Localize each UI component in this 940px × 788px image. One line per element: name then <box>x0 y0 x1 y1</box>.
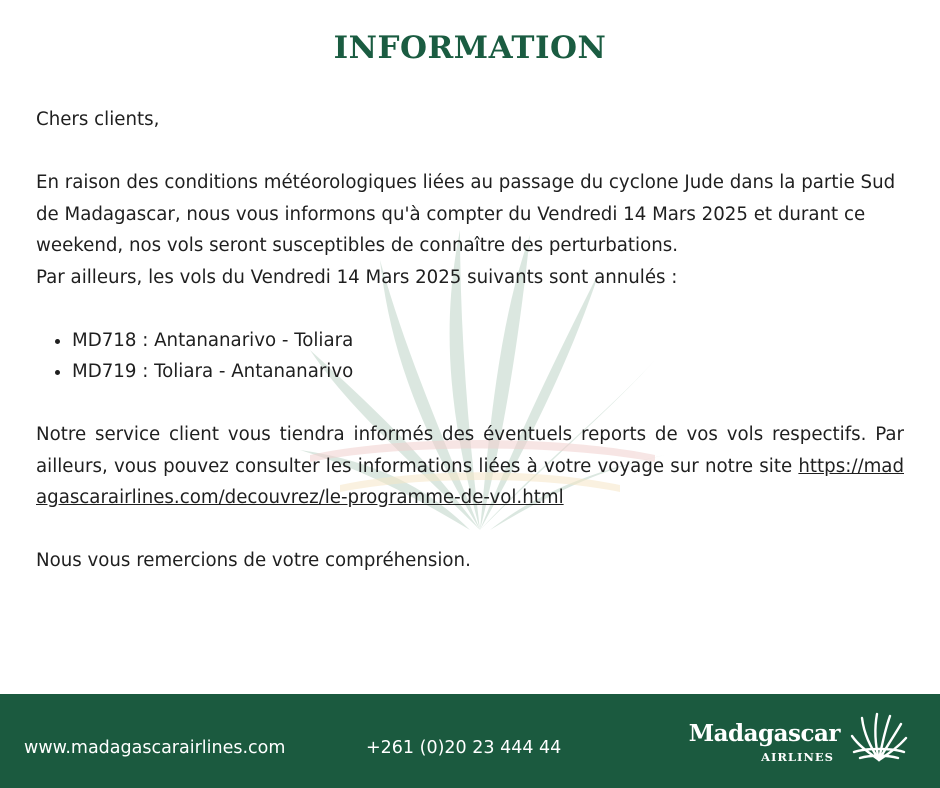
spacer <box>36 293 904 325</box>
brand-wordmark <box>680 720 840 770</box>
footer-website[interactable]: www.madagascarairlines.com <box>24 738 286 758</box>
paragraph-customer-service <box>36 419 904 514</box>
spacer <box>36 388 904 420</box>
greeting: Chers clients, <box>36 109 160 130</box>
spacer <box>36 136 904 168</box>
brand-subtitle: AIRLINES <box>761 750 834 764</box>
ravenala-logo-icon <box>846 708 912 766</box>
list-item: • MD719 : Toliara - Antananarivo <box>72 356 904 388</box>
list-item: • MD718 : Antananarivo - Toliara <box>72 325 904 357</box>
paragraph-cancellations: Par ailleurs, les vols du Vendredi 14 Mars 2025 suivants sont annulés : <box>36 266 678 288</box>
paragraph-weather: En raison des conditions météorologiques liées au passage du cyclone Jude dans la partie Sud de Madagascar, nous vous informons qu'à compter du Vendredi 14 Mars 2025 et durant ce weekend, nos vols seront susceptibles de connaître des perturbations. <box>36 172 896 256</box>
flight-list <box>36 325 904 388</box>
closing-text: Nous vous remercions de votre compréhension. <box>36 550 471 571</box>
paragraph-text: Notre service client vous tiendra informés des éventuels reports de vos vols respectifs. Par ailleurs, vous pouvez consulter les informations liées à votre voyage sur notre site <box>36 424 904 477</box>
footer-bar <box>0 694 940 788</box>
message-body <box>36 104 904 577</box>
footer-phone[interactable]: +261 (0)20 23 444 44 <box>366 738 562 758</box>
page-title: INFORMATION <box>333 30 607 66</box>
spacer <box>36 514 904 546</box>
brand-name: Madagascar <box>688 720 840 747</box>
schedule-link[interactable]: https://madagascarairlines.com/decouvrez/le-programme-de-vol.html <box>36 455 904 508</box>
